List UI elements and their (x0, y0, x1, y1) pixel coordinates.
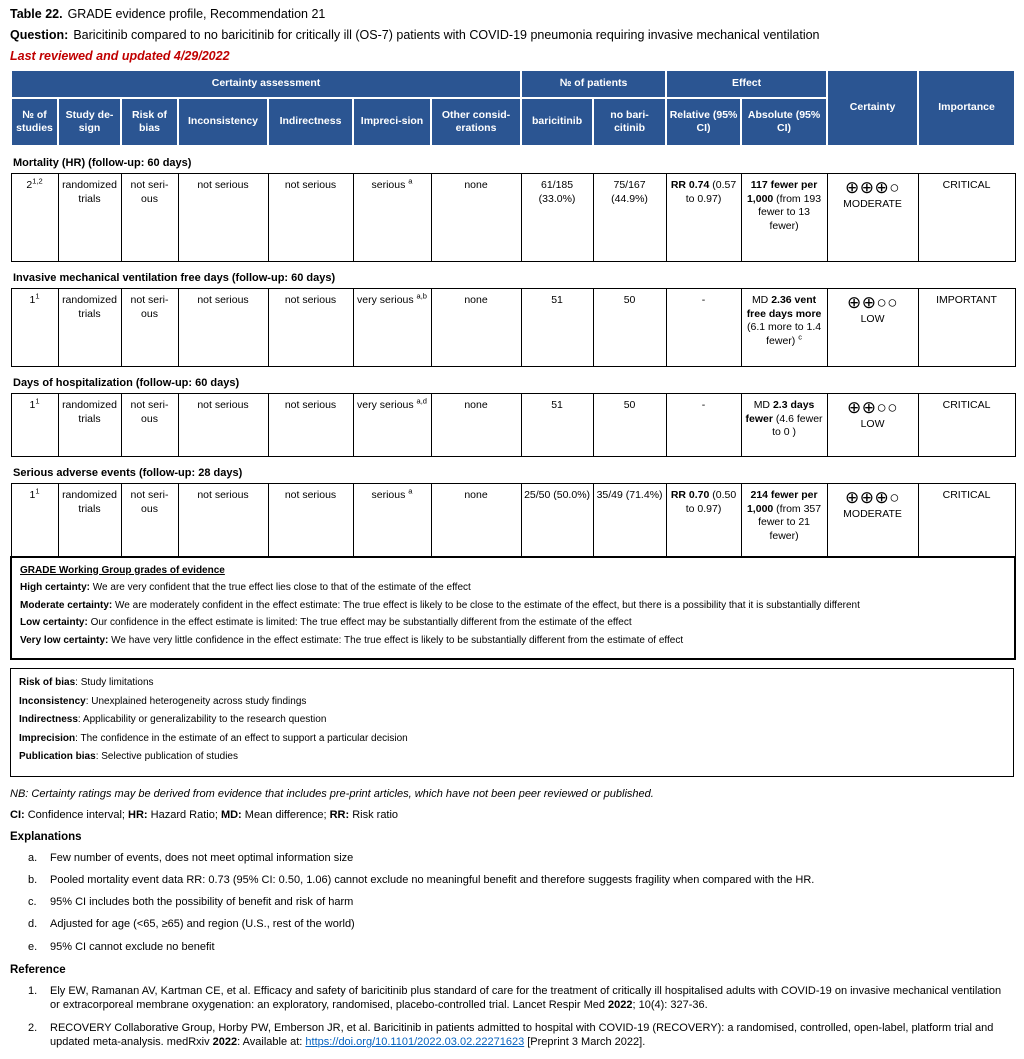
header-group-row (11, 70, 1015, 98)
relative-ci: (0.50 to 0.97) (685, 489, 737, 515)
absolute-prefix: MD (751, 294, 772, 306)
grade-line-text: Our confidence in the effect estimate is limited: The true effect may be substantially different from the estimate of the effect (87, 617, 632, 628)
col-header-importance: Importance (918, 70, 1015, 146)
cell-n-studies (11, 484, 58, 557)
section-title-mortality: Mortality (HR) (follow-up: 60 days) (13, 157, 192, 169)
cell-other-considerations: none (431, 289, 521, 367)
definition-indirectness (19, 714, 1005, 727)
explanation-letter: d. (28, 918, 38, 931)
imprecision-superscript: a,b (416, 291, 427, 301)
absolute-estimate: 2.3 days fewer (745, 399, 815, 425)
last-reviewed-note: Last reviewed and updated 4/29/2022 (10, 49, 230, 63)
definition-imprecision (19, 733, 1005, 746)
cell-baricitinib: 25/50 (50.0%) (521, 484, 593, 557)
cell-indirectness: not serious (268, 174, 353, 262)
relative-ci: - (701, 399, 706, 411)
grade-evidence-table (10, 69, 1016, 660)
table-row (11, 174, 1015, 262)
imprecision-value: very serious (357, 399, 414, 411)
definition-label: Risk of bias (19, 677, 76, 688)
relative-estimate: RR 0.74 (670, 179, 710, 191)
explanation-letter: c. (28, 896, 37, 909)
table-row (11, 484, 1015, 557)
cell-risk-of-bias: not seri-ous (121, 174, 178, 262)
cell-n-studies (11, 394, 58, 457)
certainty-rating-icons: ⊕⊕○○ (847, 293, 899, 312)
certainty-rating-label: MODERATE (843, 507, 902, 520)
grade-line-label: High certainty: (20, 582, 91, 593)
col-header-baricitinib: baricitinib (521, 98, 593, 146)
n-studies-superscript: 1,2 (32, 176, 43, 186)
definition-risk-of-bias (19, 677, 1005, 690)
grade-line-very-low (20, 635, 1006, 648)
table-row (11, 394, 1015, 457)
absolute-estimate: 2.36 vent free days more (746, 294, 822, 320)
definition-text: : Unexplained heterogeneity across study findings (85, 695, 307, 707)
absolute-ci: (from 193 fewer to 13 fewer) (758, 192, 822, 232)
cell-study-design: randomized trials (58, 484, 121, 557)
definition-label: Inconsistency (19, 695, 86, 707)
reference-number: 1. (28, 984, 38, 997)
outcome-section-title (11, 457, 1015, 484)
nb-note: NB: Certainty ratings may be derived from evidence that includes pre-print articles, which have not been peer reviewed or published. (10, 787, 654, 800)
relative-estimate: RR 0.70 (670, 489, 710, 501)
cell-certainty (827, 394, 918, 457)
reference-item (28, 984, 1014, 1013)
col-header-no-baricitinib: no bari-citinib (593, 98, 666, 146)
certainty-rating-icons: ⊕⊕⊕○ (845, 488, 901, 507)
abbrev-text: Confidence interval; (24, 808, 129, 821)
cell-inconsistency: not serious (178, 394, 268, 457)
cell-n-studies (11, 174, 58, 262)
cell-absolute-effect (741, 174, 827, 262)
imprecision-value: serious (371, 489, 406, 501)
abbrev-label: MD: (220, 808, 242, 821)
cell-absolute-effect (741, 394, 827, 457)
cell-importance: CRITICAL (918, 174, 1015, 262)
col-header-other-considerations: Other consid-erations (431, 98, 521, 146)
grade-line-text: We have very little confidence in the effect estimate: The true effect is likely to be substantially different from the estimate of effect (108, 634, 684, 646)
explanation-letter: b. (28, 873, 38, 886)
table-title-text: GRADE evidence profile, Recommendation 21 (67, 7, 326, 21)
group-header-certainty-assessment: Certainty assessment (11, 70, 521, 98)
col-header-inconsistency: Inconsistency (178, 98, 268, 146)
section-title-vent-free-days: Invasive mechanical ventilation free days (follow-up: 60 days) (13, 272, 336, 284)
imprecision-superscript: a (408, 486, 413, 496)
cell-study-design: randomized trials (58, 394, 121, 457)
reference-list (10, 984, 1014, 1049)
cell-relative-effect (666, 484, 741, 557)
reference-citation: Ely EW, Ramanan AV, Kartman CE, et al. Efficacy and safety of baricitinib plus standard of care for the treatment of critically ill hospitalised adults with COVID-19 on invasive mechanical ventilation or extracorporeal membrane oxygenation: an exploratory, randomised, placebo-controlled trial. Lancet Respir Med (50, 984, 1002, 1012)
cell-importance: CRITICAL (918, 484, 1015, 557)
reference-preprint-note: [Preprint 3 March 2022]. (524, 1035, 646, 1048)
reference-year: 2022 (608, 999, 633, 1012)
cell-inconsistency: not serious (178, 289, 268, 367)
reference-heading: Reference (10, 963, 66, 976)
col-header-relative: Relative (95% CI) (666, 98, 741, 146)
cell-baricitinib: 51 (521, 289, 593, 367)
col-header-study-design: Study de-sign (58, 98, 121, 146)
cell-risk-of-bias: not seri-ous (121, 484, 178, 557)
explanation-item (28, 940, 1014, 954)
definition-text: : Selective publication of studies (95, 751, 238, 762)
cell-no-baricitinib: 50 (593, 394, 666, 457)
reference-availability: : Available at: (237, 1035, 306, 1048)
absolute-ci: (from 357 fewer to 21 fewer) (758, 502, 822, 542)
certainty-rating-label: LOW (860, 312, 885, 325)
outcome-section-title (11, 367, 1015, 394)
explanation-item (28, 895, 1014, 909)
reference-text (50, 1021, 1014, 1050)
reference-citation: RECOVERY Collaborative Group, Horby PW, Emberson JR, et al. Baricitinib in patients admitted to hospital with COVID-19 (RECOVERY): a randomised, controlled, open-label, platform trial and updated meta-analysis. medRxiv (50, 1021, 994, 1048)
table-number-label: Table 22. (10, 7, 63, 21)
cell-imprecision (353, 289, 431, 367)
cell-absolute-effect (741, 484, 827, 557)
cell-study-design: randomized trials (58, 174, 121, 262)
abbrev-label: CI: (10, 808, 25, 821)
cell-importance: IMPORTANT (918, 289, 1015, 367)
abbrev-text: Mean difference; (241, 808, 330, 821)
cell-relative-effect (666, 174, 741, 262)
explanation-text: 95% CI includes both the possibility of benefit and risk of harm (50, 896, 354, 909)
imprecision-superscript: a (408, 176, 413, 186)
cell-relative-effect (666, 289, 741, 367)
cell-baricitinib: 51 (521, 394, 593, 457)
grade-line-label: Moderate certainty: (20, 599, 113, 611)
definition-publication-bias (19, 751, 1005, 764)
definition-label: Imprecision (19, 732, 76, 744)
relative-ci: (0.57 to 0.97) (685, 179, 737, 205)
cell-imprecision (353, 394, 431, 457)
section-title-serious-adverse-events: Serious adverse events (follow-up: 28 days) (13, 467, 243, 479)
cell-inconsistency: not serious (178, 484, 268, 557)
reference-text (50, 984, 1014, 1013)
absolute-superscript: c (798, 332, 802, 342)
n-studies-superscript: 1 (35, 291, 40, 301)
domain-definitions-box (10, 668, 1014, 777)
explanations-heading: Explanations (10, 830, 82, 843)
cell-no-baricitinib: 50 (593, 289, 666, 367)
explanations-list (10, 851, 1014, 954)
n-studies-value: 1 (29, 399, 36, 411)
grade-line-moderate (20, 600, 1006, 613)
cell-imprecision (353, 484, 431, 557)
explanation-item (28, 873, 1014, 887)
definition-text: : The confidence in the estimate of an effect to support a particular decision (75, 732, 408, 744)
outcome-section-title (11, 146, 1015, 174)
reference-number: 2. (28, 1021, 38, 1034)
cell-other-considerations: none (431, 174, 521, 262)
grade-line-text: We are very confident that the true effect lies close to that of the estimate of the effect (90, 582, 471, 593)
explanation-text: 95% CI cannot exclude no benefit (50, 940, 215, 953)
grade-line-low (20, 617, 1006, 630)
explanation-item (28, 917, 1014, 931)
certainty-rating-icons: ⊕⊕⊕○ (845, 178, 901, 197)
cell-baricitinib: 61/185 (33.0%) (521, 174, 593, 262)
cell-certainty (827, 174, 918, 262)
grade-working-group-box (11, 557, 1015, 660)
cell-risk-of-bias: not seri-ous (121, 289, 178, 367)
explanation-text: Pooled mortality event data RR: 0.73 (95% CI: 0.50, 1.06) cannot exclude no meaningful benefit and therefore suggests fragility when compared with the HR. (50, 873, 815, 886)
n-studies-value: 1 (29, 489, 36, 501)
abbrev-label: HR: (128, 808, 148, 821)
explanation-text: Few number of events, does not meet optimal information size (50, 851, 354, 864)
cell-no-baricitinib: 75/167 (44.9%) (593, 174, 666, 262)
outcome-section-title (11, 262, 1015, 289)
question-text: Baricitinib compared to no baricitinib for critically ill (OS-7) patients with COVID-19 pneumonia requiring invasive mechanical ventilation (73, 28, 820, 42)
definition-text: : Applicability or generalizability to the research question (77, 714, 327, 725)
abbrev-text: Risk ratio (349, 808, 399, 821)
page-title (10, 7, 1014, 21)
cell-certainty (827, 484, 918, 557)
group-header-no-of-patients: № of patients (521, 70, 666, 98)
col-header-risk-of-bias: Risk of bias (121, 98, 178, 146)
explanation-letter: a. (28, 851, 38, 864)
cell-imprecision (353, 174, 431, 262)
reference-item (28, 1021, 1014, 1050)
doi-link[interactable]: https://doi.org/10.1101/2022.03.02.22271623 (305, 1035, 525, 1048)
cell-indirectness: not serious (268, 289, 353, 367)
cell-absolute-effect (741, 289, 827, 367)
cell-n-studies (11, 289, 58, 367)
explanation-item (28, 851, 1014, 865)
question-line (10, 28, 1014, 42)
cell-importance: CRITICAL (918, 394, 1015, 457)
table-row (11, 289, 1015, 367)
col-header-absolute: Absolute (95% CI) (741, 98, 827, 146)
cell-certainty (827, 289, 918, 367)
imprecision-value: very serious (357, 294, 414, 306)
explanation-letter: e. (28, 940, 38, 953)
grade-box-heading: GRADE Working Group grades of evidence (20, 564, 225, 576)
grade-line-high (20, 582, 1006, 595)
absolute-estimate: 214 fewer per 1,000 (746, 489, 818, 515)
grade-definitions-row (11, 557, 1015, 660)
cell-other-considerations: none (431, 484, 521, 557)
reference-year: 2022 (212, 1035, 238, 1048)
section-title-hospitalization: Days of hospitalization (follow-up: 60 days) (13, 377, 240, 389)
imprecision-value: serious (371, 179, 406, 191)
grade-line-label: Very low certainty: (20, 634, 109, 646)
definition-label: Publication bias (19, 751, 96, 762)
certainty-rating-label: MODERATE (843, 197, 902, 210)
relative-ci: - (701, 294, 706, 306)
group-header-effect: Effect (666, 70, 827, 98)
definition-text: : Study limitations (75, 677, 154, 688)
n-studies-value: 1 (29, 294, 36, 306)
grade-line-label: Low certainty: (20, 617, 88, 628)
reference-pages: ; 10(4): 327-36. (632, 999, 708, 1012)
cell-relative-effect (666, 394, 741, 457)
col-header-indirectness: Indirectness (268, 98, 353, 146)
certainty-rating-label: LOW (860, 417, 885, 430)
col-header-n-studies: № of studies (11, 98, 58, 146)
grade-line-text: We are moderately confident in the effect estimate: The true effect is likely to be close to the estimate of the effect, but there is a possibility that it is substantially different (112, 599, 860, 611)
n-studies-superscript: 1 (35, 486, 40, 496)
explanation-text: Adjusted for age (<65, ≥65) and region (U.S., rest of the world) (50, 918, 355, 931)
n-studies-superscript: 1 (35, 396, 40, 406)
cell-indirectness: not serious (268, 484, 353, 557)
question-label: Question: (10, 28, 69, 42)
abbrev-label: RR: (329, 808, 350, 821)
n-studies-value: 2 (26, 179, 33, 191)
absolute-prefix: MD (753, 399, 773, 411)
cell-no-baricitinib: 35/49 (71.4%) (593, 484, 666, 557)
certainty-rating-icons: ⊕⊕○○ (847, 398, 899, 417)
cell-inconsistency: not serious (178, 174, 268, 262)
cell-other-considerations: none (431, 394, 521, 457)
col-header-certainty: Certainty (827, 70, 918, 146)
definition-inconsistency (19, 696, 1005, 709)
abbrev-text: Hazard Ratio; (147, 808, 221, 821)
col-header-imprecision: Impreci-sion (353, 98, 431, 146)
imprecision-superscript: a,d (416, 396, 427, 406)
absolute-estimate: 117 fewer per 1,000 (746, 179, 818, 205)
cell-study-design: randomized trials (58, 289, 121, 367)
abbreviations-line (10, 809, 1014, 821)
definition-label: Indirectness (19, 714, 78, 725)
absolute-ci: (6.1 more to 1.4 fewer) (746, 321, 822, 347)
absolute-ci: (4.6 fewer to 0 ) (772, 412, 823, 439)
cell-indirectness: not serious (268, 394, 353, 457)
cell-risk-of-bias: not seri-ous (121, 394, 178, 457)
